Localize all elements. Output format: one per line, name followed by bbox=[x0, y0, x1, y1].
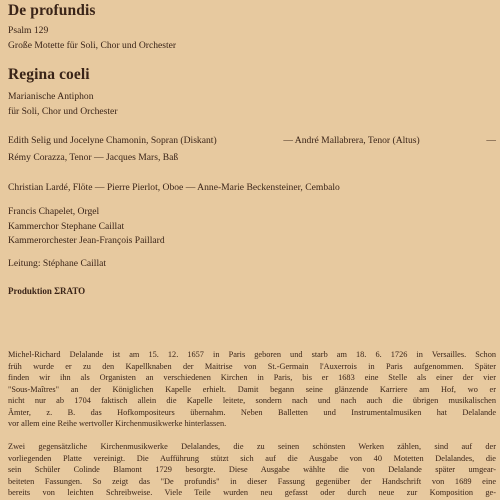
paragraph-line: Michel-Richard Delalande ist am 15. 12. 1657 in Paris geboren und starb am 18. 6. 1726 in Versailles. Schon bbox=[8, 350, 496, 359]
paragraph-line: finden wir ihn als Organisten an verschiedenen Kirchen in Paris, bis er 1683 eine Stelle als einer der vier bbox=[8, 373, 496, 382]
title-de-profundis: De profundis bbox=[8, 2, 96, 19]
psalm-line: Psalm 129 bbox=[8, 25, 49, 36]
paragraph-line: vor allem eine Reihe wertvoller Kirchenmusikwerke hinterlassen. bbox=[8, 419, 227, 428]
title-regina-coeli: Regina coeli bbox=[8, 66, 90, 83]
paragraph-line: Ämter, z. B. das Hofkompositeurs übernahm. Neben Balletten und Instrumentalmusiken hat Delalande bbox=[8, 407, 496, 417]
de-profundis-subtitle: Große Motette für Soli, Chor und Orchester bbox=[8, 40, 177, 51]
paragraph-line: Zwei gegensätzliche Kirchenmusikwerke Delalandes, die zu seinen schönsten Werken zählen, sind auf der bbox=[8, 442, 496, 451]
regina-coeli-line2: für Soli, Chor und Orchester bbox=[8, 106, 118, 117]
paragraph-line: beiteten Fassungen. So zeigt das "De profundis" in dieser Fassung gegenüber der Handschrift von 1689 eine bbox=[8, 476, 496, 486]
soloists-part-b: — André Mallabrera, Tenor (Altus) bbox=[283, 135, 420, 146]
ensemble-line: Kammerorchester Jean-François Paillard bbox=[8, 235, 165, 246]
soloists-part-a: Edith Selig und Jocelyne Chamonin, Sopran (Diskant) bbox=[8, 135, 217, 146]
instrumentalists-line: Christian Lardé, Flöte — Pierre Pierlot, Oboe — Anne-Marie Beckensteiner, Cembalo bbox=[8, 182, 340, 193]
ensemble-line: Francis Chapelet, Orgel bbox=[8, 206, 100, 217]
produktion-label: Produktion ΣRATO bbox=[8, 286, 86, 296]
paragraph-line: sein Schüler Colinde Blamont 1729 besorgte. Diese Ausgabe wählte die von Delalande später umgear- bbox=[8, 465, 496, 474]
works-paragraph bbox=[8, 441, 496, 499]
ensemble-line: Kammerchor Stephane Caillat bbox=[8, 221, 125, 232]
paragraph-line: bereits von leichten Schreibweise. Viele Teile wurden neu gefasst oder durch neue zur Komposition ge- bbox=[8, 488, 496, 497]
paragraph-line: "Sous-Maîtres" an der Königlichen Kapelle erhielt. Damit begann seine glänzende Karriere am Hof, wo er bbox=[8, 384, 496, 394]
paragraph-line: vorliegenden Platte vereinigt. Die Aufführung stützt sich auf die Ausgabe von 40 Motetten Delalandes, die bbox=[8, 453, 496, 463]
paragraph-line: nicht nur ab 1704 faktisch allein die Kapelle leitete, sondern nach und nach auch die übrigen musikalischen bbox=[8, 396, 496, 405]
leitung-line: Leitung: Stéphane Caillat bbox=[8, 258, 107, 269]
soloists-part-c: — bbox=[486, 135, 496, 146]
biography-paragraph bbox=[8, 349, 496, 430]
paragraph-line: früh wurde er zu den Kapellknaben der Maitrise von St.-Germain l'Auxerrois in Paris aufgenommen. Später bbox=[8, 361, 496, 371]
soloists-line2: Rémy Corazza, Tenor — Jacques Mars, Baß bbox=[8, 152, 179, 163]
regina-coeli-line1: Marianische Antiphon bbox=[8, 91, 94, 102]
soloists-credits bbox=[8, 135, 496, 163]
